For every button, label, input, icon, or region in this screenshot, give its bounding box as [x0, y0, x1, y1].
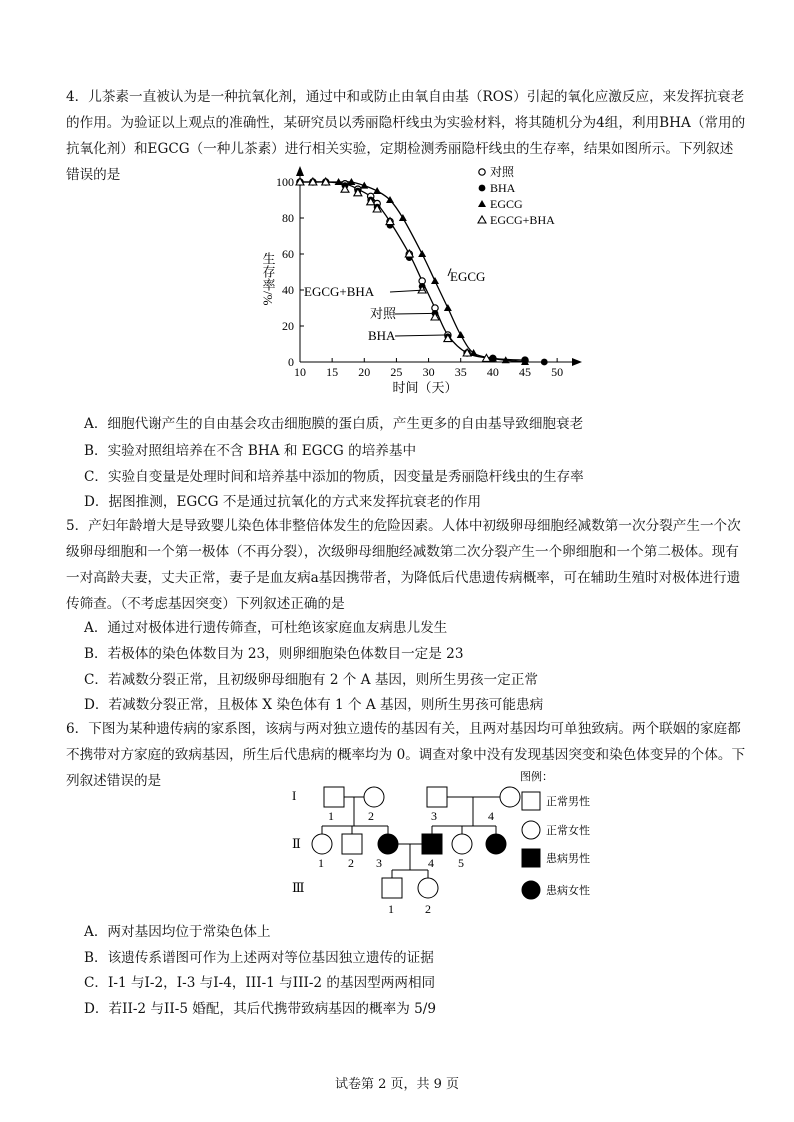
II-1-female — [312, 834, 332, 854]
y-axis-arrow — [296, 166, 304, 176]
x-tick-label: 10 — [294, 365, 306, 379]
data-point-filled-triangle — [444, 304, 452, 311]
x-tick-label: 40 — [486, 365, 499, 379]
y-tick-label: 100 — [276, 175, 294, 189]
y-axis-label: 生存率/% — [260, 252, 276, 306]
x-tick-label: 25 — [390, 365, 403, 379]
II-5-female — [452, 834, 472, 854]
legend-normal-male: 正常男性 — [546, 796, 590, 808]
q5-option-a: A．通过对极体进行遗传筛查，可杜绝该家庭血友病患儿发生 — [84, 620, 448, 636]
gen-label-1: I — [292, 788, 297, 803]
x-axis-arrow — [572, 358, 582, 366]
q5-stem: 5．产妇年龄增大是导致婴儿染色体非整倍体发生的危险因素。人体中初级卵母细胞经减数第一次分裂产生一个次级卵母细胞和一个第一极体（不再分裂），次级卵母细胞经减数第二次分裂产生一个卵细胞和一个第二极体。现有一对高龄夫妻，丈夫正常，妻子是血友病a基因携带者，为降低后代患遗传病概率，可在辅助生殖时对极体进行遗传筛查。（不考虑基因突变）下列叙述正确的是 — [66, 518, 741, 612]
legend-marker-open-triangle — [478, 216, 486, 223]
data-point-filled-triangle — [457, 331, 465, 338]
q6-option-a: A．两对基因均位于常染色体上 — [84, 924, 271, 940]
I-1-male — [324, 787, 344, 807]
q5-option-c: C．若减数分裂正常，且初级卵母细胞有 2 个 A 基因，则所生男孩一定正常 — [84, 672, 538, 688]
legend-normal-female-icon — [522, 821, 540, 839]
x-tick-label: 20 — [358, 365, 371, 379]
legend-marker-filled-triangle — [478, 200, 486, 207]
gen-label-2: Ⅱ — [292, 836, 301, 851]
legend-normal-female: 正常女性 — [546, 825, 590, 837]
x-tick-label: 45 — [519, 365, 531, 379]
legend-affected-male: 患病男性 — [546, 853, 590, 865]
gen-label-3: Ⅲ — [292, 880, 305, 895]
II-2-num: 2 — [348, 856, 354, 870]
data-point-filled-triangle — [373, 187, 381, 194]
x-tick-label: 15 — [326, 365, 339, 379]
legend-marker-open-circle — [479, 169, 485, 175]
data-point-filled-circle — [541, 359, 548, 366]
II-6-affected-female — [486, 834, 506, 854]
I-2-female — [364, 787, 384, 807]
II-4-num: 4 — [428, 856, 434, 870]
legend-label: EGCG+BHA — [490, 213, 555, 227]
data-point-filled-triangle — [399, 214, 407, 221]
q5-option-b: B．若极体的染色体数目为 23，则卵细胞染色体数目一定是 23 — [84, 646, 464, 662]
legend-affected-female-icon — [522, 881, 540, 899]
pedigree-legend-title: 图例： — [520, 771, 553, 783]
x-tick-label: 35 — [454, 365, 467, 379]
q4-stem: 4．儿茶素一直被认为是一种抗氧化剂，通过中和或防止由氧自由基（ROS）引起的氧化应激反应，来发挥抗衰老的作用。为验证以上观点的准确性，某研究员以秀丽隐杆线虫为实验材料，将其随机分为4组，利用BHA（常用的抗氧化剂）和EGCG（一种儿茶素）进行相关实验，定期检测秀丽隐杆线虫的生存率，结果如图所示。下列叙述错误的是 — [66, 89, 746, 183]
annotation-label: EGCG+BHA — [304, 284, 375, 299]
III-1-male — [382, 878, 402, 898]
y-tick-label: 80 — [282, 211, 294, 225]
III-1-num: 1 — [388, 902, 394, 916]
q6-option-c: C．I-1 与I-2，I-3 与I-4，III-1 与III-2 的基因型两两相同 — [84, 975, 436, 991]
annotation-label: 对照 — [370, 306, 397, 321]
II-2-male — [342, 834, 362, 854]
I-4-female — [500, 787, 520, 807]
II-3-affected-female — [378, 834, 398, 854]
I-3-male — [427, 787, 447, 807]
survival-chart — [250, 162, 590, 402]
legend-normal-male-icon — [522, 792, 540, 810]
legend-label: EGCG — [490, 197, 523, 211]
legend-label: 对照 — [490, 165, 515, 179]
q4-option-a: A．细胞代谢产生的自由基会攻击细胞膜的蛋白质，产生更多的自由基导致细胞衰老 — [84, 416, 584, 432]
II-3-num: 3 — [376, 856, 382, 870]
x-axis-label: 时间（天） — [392, 380, 458, 395]
III-2-num: 2 — [425, 902, 431, 916]
y-tick-label: 0 — [288, 355, 294, 369]
annotation-pointer — [395, 313, 435, 314]
q6-option-d: D．若II-2 与II-5 婚配，其后代携带致病基因的概率为 5/9 — [84, 1001, 436, 1017]
q4-option-b: B．实验对照组培养在不含 BHA 和 EGCG 的培养基中 — [84, 443, 417, 459]
II-4-affected-male — [422, 834, 442, 854]
y-tick-label: 20 — [282, 319, 294, 333]
q4-option-d: D．据图推测，EGCG 不是通过抗氧化的方式来发挥抗衰老的作用 — [84, 494, 482, 510]
I-3-num: 3 — [431, 809, 437, 823]
y-tick-label: 60 — [282, 247, 294, 261]
q6-option-b: B．该遗传系谱图可作为上述两对等位基因独立遗传的证据 — [84, 950, 434, 966]
annotation-label: BHA — [368, 328, 396, 343]
annotation-pointer — [395, 335, 445, 336]
page-footer: 试卷第 2 页，共 9 页 — [334, 1077, 460, 1092]
q4-option-c: C．实验自变量是处理时间和培养基中添加的物质，因变量是秀丽隐杆线虫的生存率 — [84, 469, 584, 485]
data-point-filled-triangle — [431, 277, 439, 284]
data-point-filled-triangle — [418, 250, 426, 257]
x-tick-label: 50 — [551, 365, 564, 379]
q5-option-d: D．若减数分裂正常，且极体 X 染色体有 1 个 A 基因，则所生男孩可能患病 — [84, 697, 544, 713]
legend-affected-male-icon — [522, 849, 540, 867]
II-1-num: 1 — [318, 856, 324, 870]
II-5-num: 5 — [458, 856, 464, 870]
I-2-num: 2 — [368, 809, 374, 823]
legend-affected-female: 患病女性 — [546, 885, 590, 897]
III-2-female — [418, 878, 438, 898]
I-1-num: 1 — [328, 809, 334, 823]
x-tick-label: 30 — [422, 365, 435, 379]
q6-stem: 6．下图为某种遗传病的家系图，该病与两对独立遗传的基因有关，且两对基因均可单独致病。两个联姻的家庭都不携带对方家庭的致病基因，所生后代患病的概率均为 0。调查对象中没有发现基因突变和染色体变异的个体。下列叙述错误的是 — [66, 721, 746, 789]
pedigree-chart — [280, 770, 620, 920]
annotation-label: EGCG — [450, 269, 486, 284]
y-tick-label: 40 — [282, 283, 294, 297]
legend-label: BHA — [490, 181, 516, 195]
legend-marker-filled-circle — [479, 185, 486, 192]
I-4-num: 4 — [488, 809, 494, 823]
